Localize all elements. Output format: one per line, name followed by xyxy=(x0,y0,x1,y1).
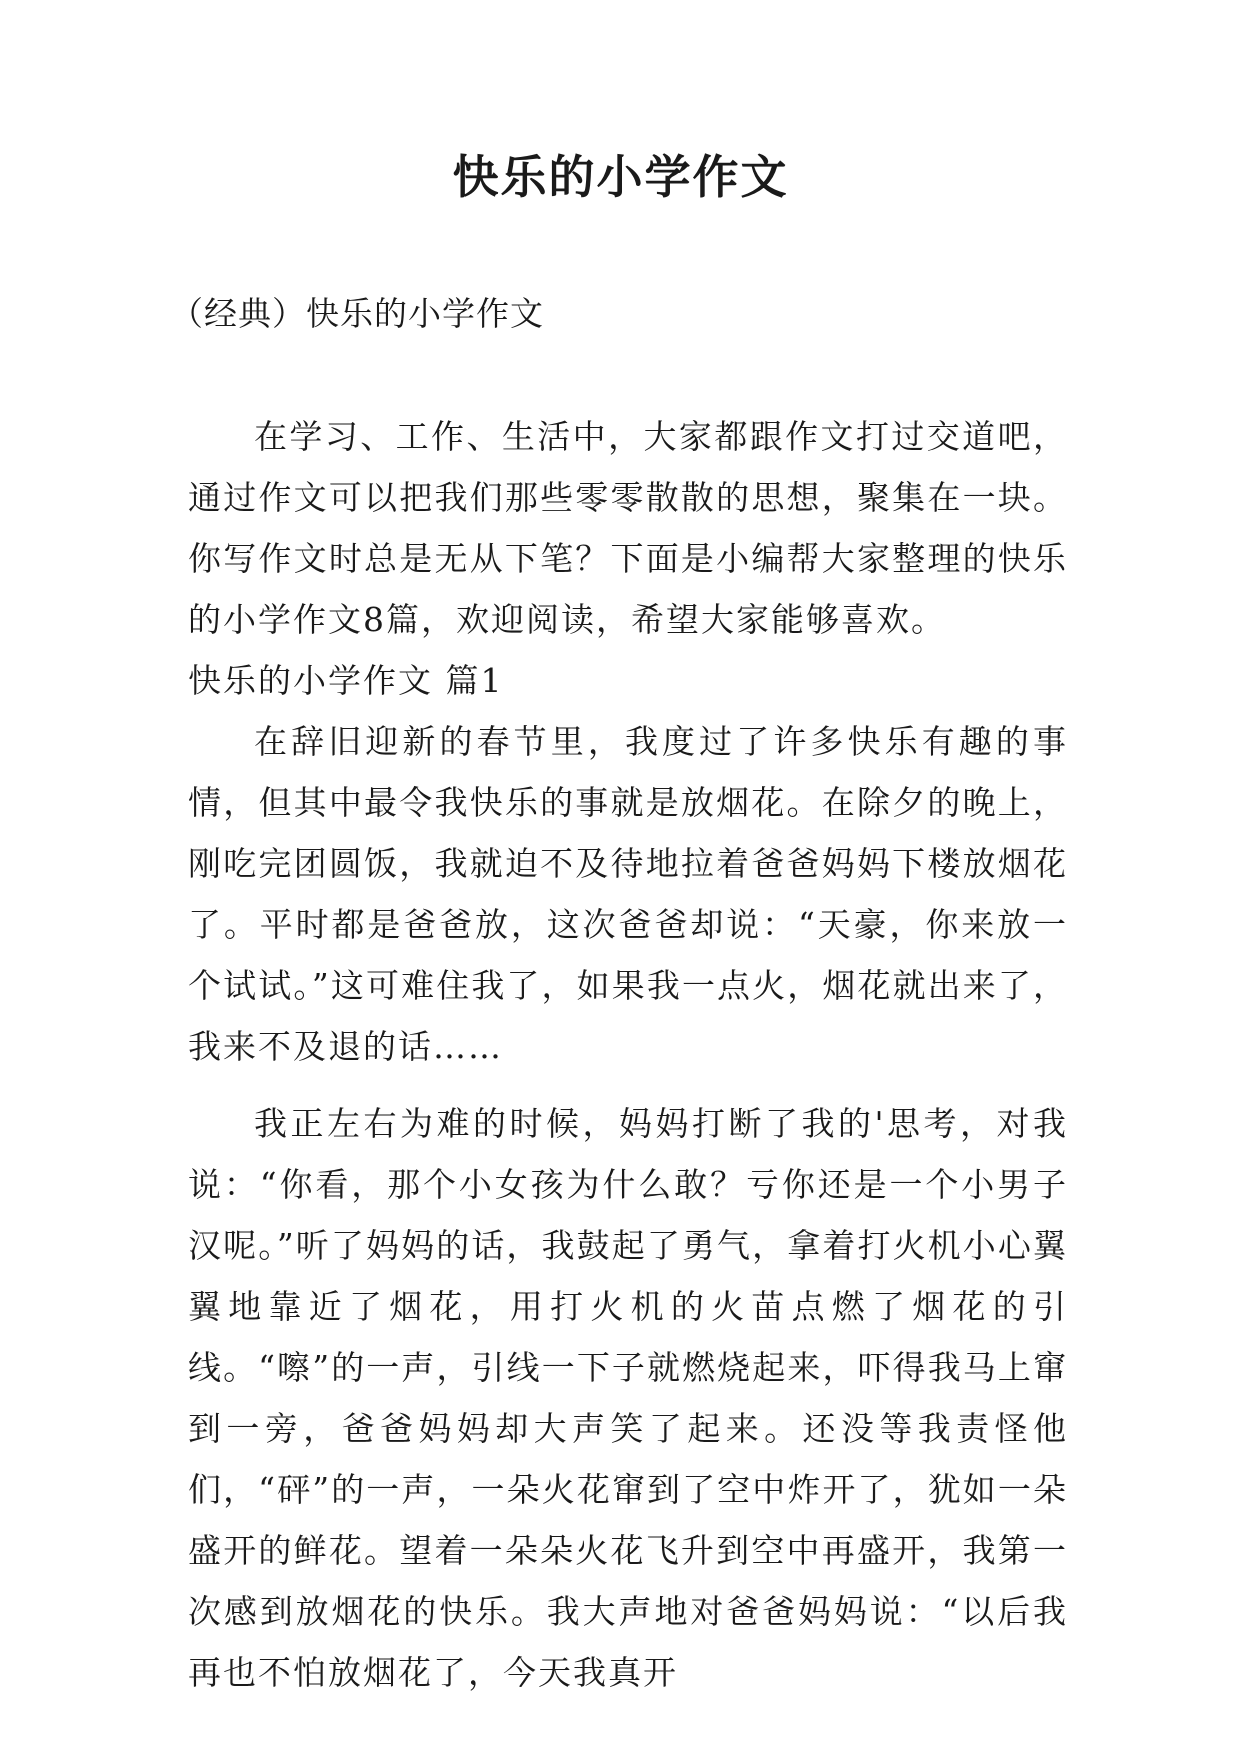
document-subtitle: （经典）快乐的小学作文 xyxy=(170,294,544,333)
story-paragraph-1: 在辞旧迎新的春节里，我度过了许多快乐有趣的事情，但其中最令我快乐的事就是放烟花。在除夕的晚上，刚吃完团圆饭，我就迫不及待地拉着爸爸妈妈下楼放烟花了。平时都是爸爸放，这次爸爸却说：“天豪，你来放一个试试。”这可难住我了，如果我一点火，烟花就出来了，我来不及退的话…… xyxy=(188,722,1068,1066)
story-paragraph-2: 我正左右为难的时候，妈妈打断了我的'思考，对我说：“你看，那个小女孩为什么敢？亏你还是一个小男子汉呢。”听了妈妈的话，我鼓起了勇气，拿着打火机小心翼翼地靠近了烟花，用打火机的火苗点燃了烟花的引线。“嚓”的一声，引线一下子就燃烧起来，吓得我马上窜到一旁，爸爸妈妈却大声笑了起来。还没等我责怪他们，“砰”的一声，一朵火花窜到了空中炸开了，犹如一朵盛开的鲜花。望着一朵朵火花飞升到空中再盛开，我第一次感到放烟花的快乐。我大声地对爸爸妈妈说：“以后我再也不怕放烟花了，今天我真开 xyxy=(188,1104,1068,1692)
intro-paragraph: 在学习、工作、生活中，大家都跟作文打过交道吧，通过作文可以把我们那些零零散散的思想，聚集在一块。你写作文时总是无从下笔？下面是小编帮大家整理的快乐的小学作文8篇，欢迎阅读，希望大家能够喜欢。 xyxy=(188,417,1068,639)
document-title: 快乐的小学作文 xyxy=(452,150,789,204)
document-body xyxy=(188,406,1068,1703)
section-heading: 快乐的小学作文 篇1 xyxy=(188,661,504,700)
